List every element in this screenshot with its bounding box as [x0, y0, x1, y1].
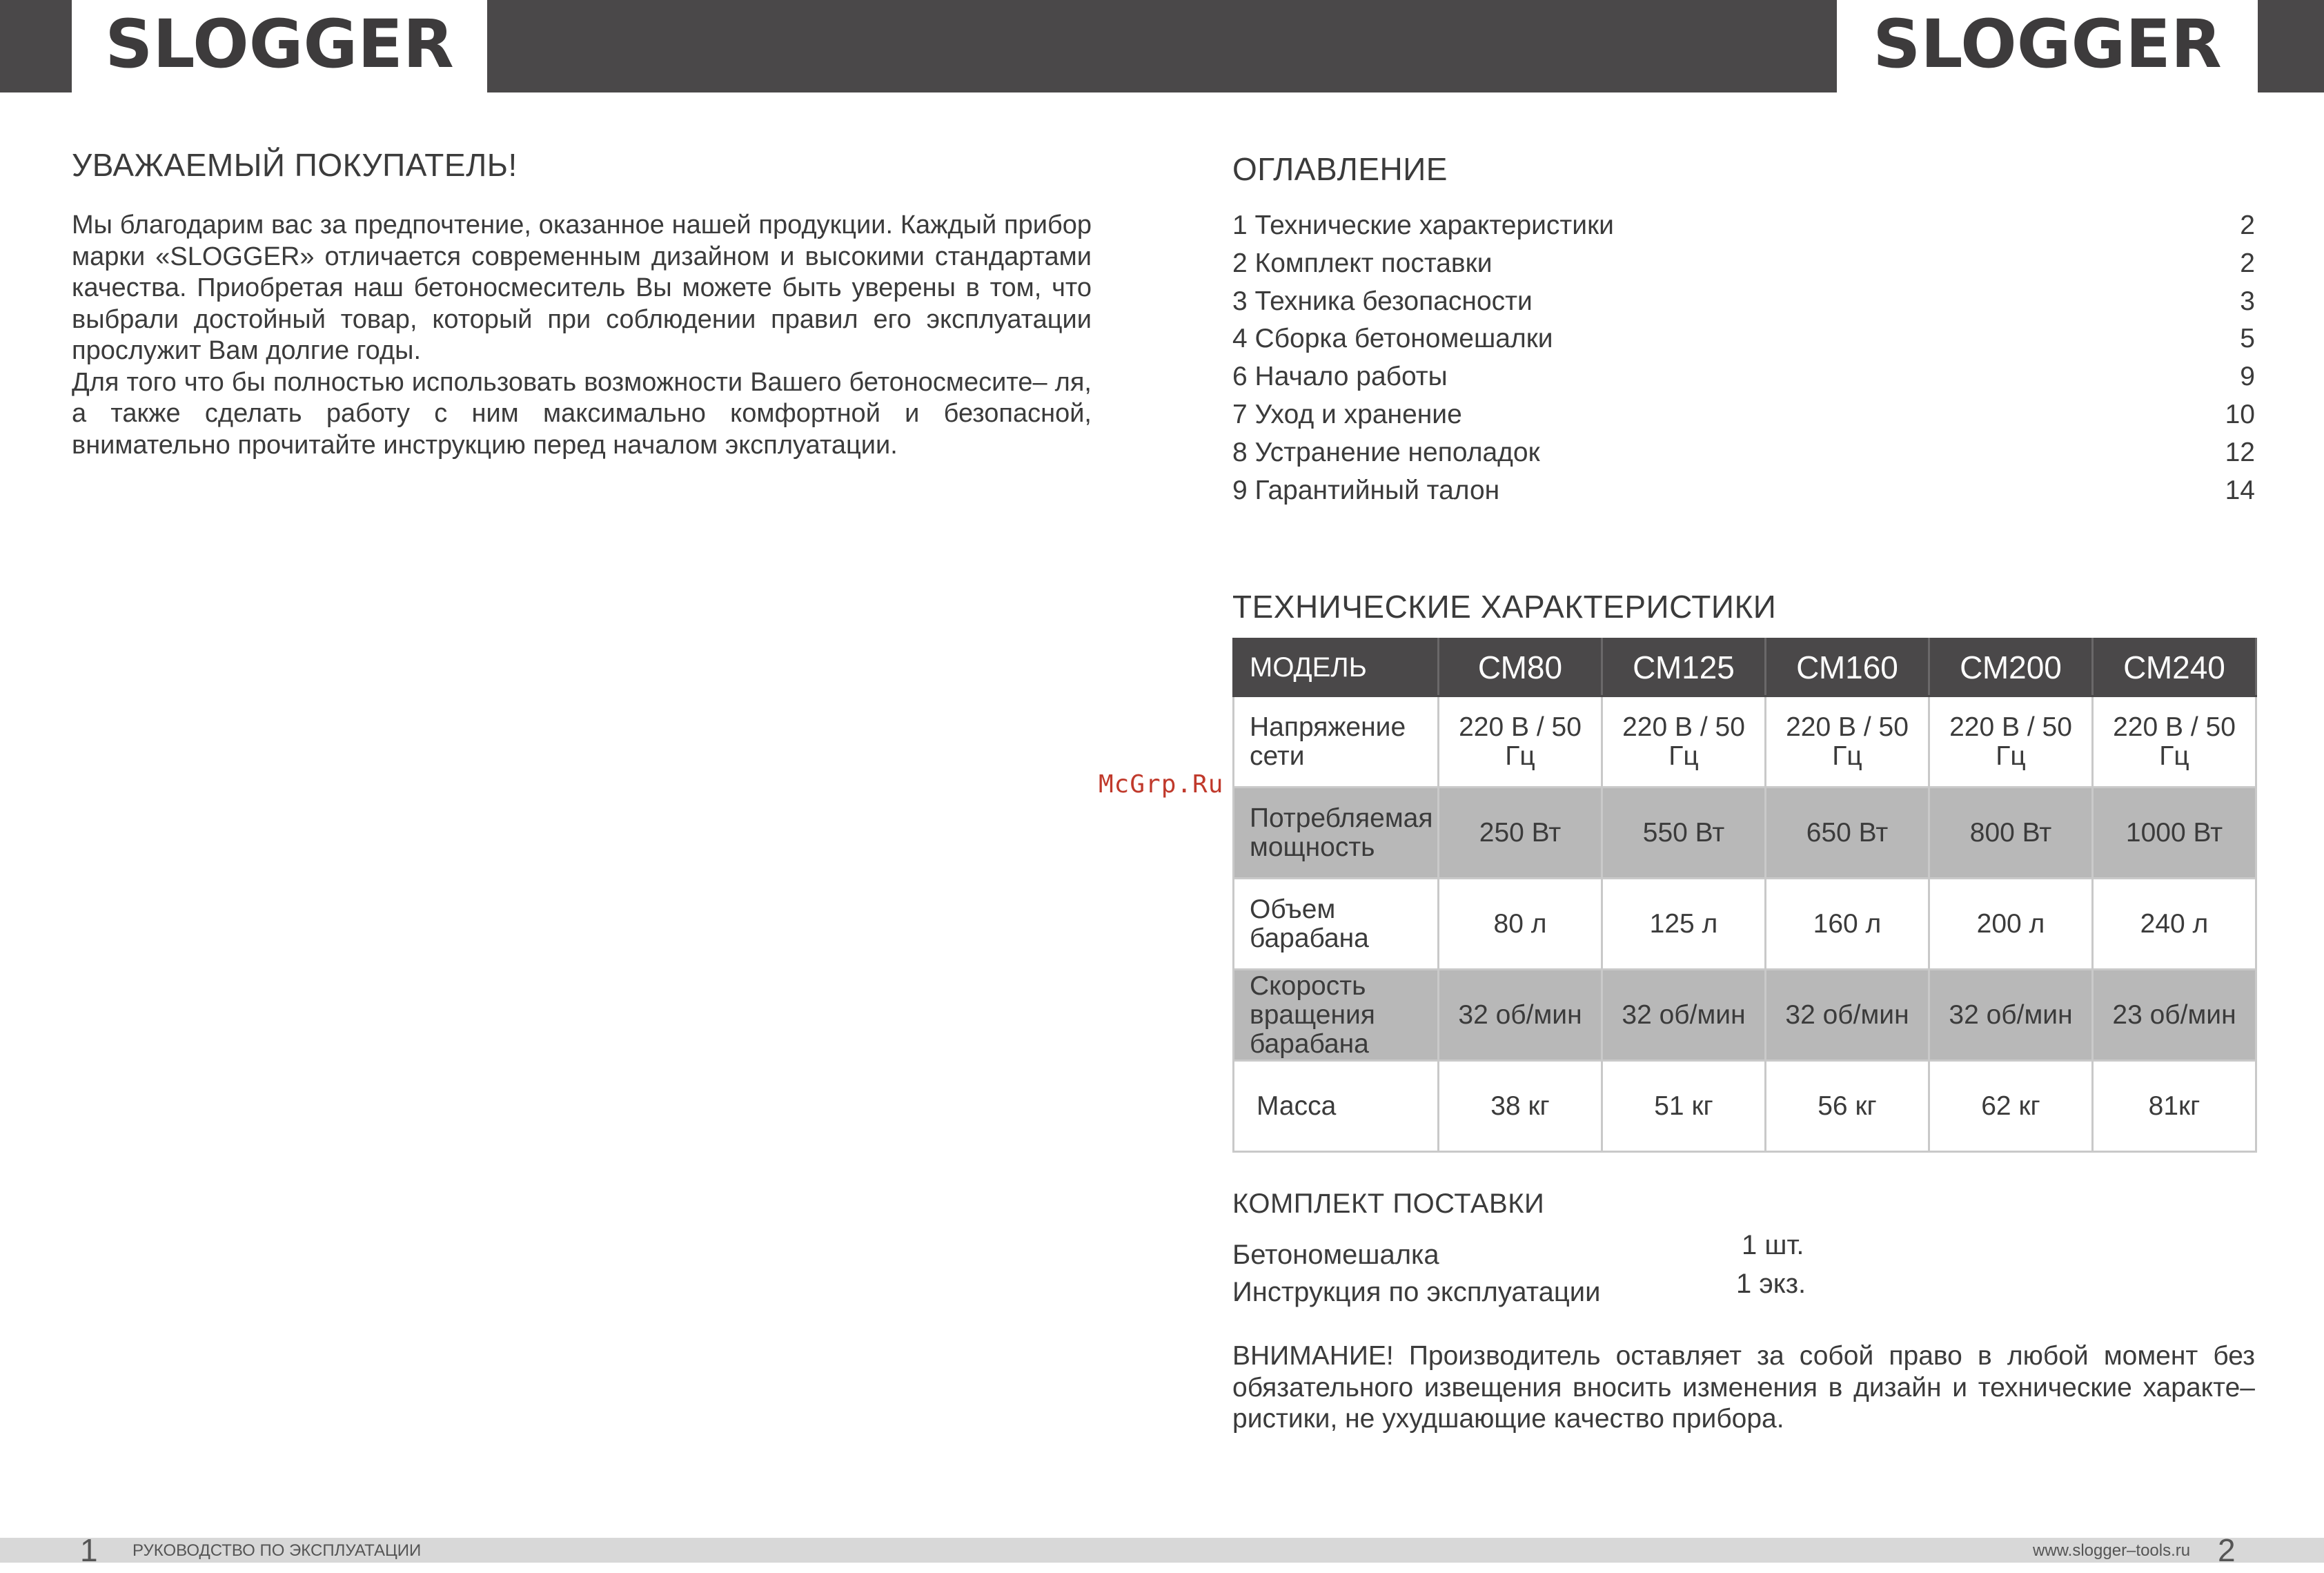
brand-logo-right: [1837, 0, 2258, 92]
table-cell: 800 Вт: [1929, 788, 2093, 879]
toc-item-page: 3: [2240, 286, 2255, 316]
table-cell: 240 л: [2093, 879, 2256, 970]
toc-item-label: 2 Комплект поставки: [1232, 248, 1493, 278]
toc-item-label: 1 Технические характеристики: [1232, 211, 1614, 240]
greeting-text: [72, 210, 1092, 461]
table-cell: 160 л: [1766, 879, 1929, 970]
toc-item-label: 6 Начало работы: [1232, 362, 1448, 392]
toc-item-page: 14: [2225, 475, 2255, 505]
greeting-title: УВАЖАЕМЫЙ ПОКУПАТЕЛЬ!: [72, 147, 518, 183]
specs-header-cell: СМ125: [1602, 639, 1766, 696]
toc-item-page: 9: [2240, 362, 2255, 392]
toc-item[interactable]: [1232, 283, 2255, 321]
table-cell: 220 В / 50 Гц: [1439, 696, 1602, 788]
footer-website-link[interactable]: www.slogger–tools.ru: [2033, 1541, 2191, 1560]
row-label: Масса: [1234, 1061, 1439, 1152]
toc-item-label: 7 Уход и хранение: [1232, 399, 1462, 429]
row-label: Скорость вращения барабана: [1234, 970, 1439, 1061]
toc-item-page: 2: [2240, 248, 2255, 278]
specs-header-cell: СМ80: [1439, 639, 1602, 696]
table-cell: 81кг: [2093, 1061, 2256, 1152]
table-row: [1234, 879, 2256, 970]
table-cell: 550 Вт: [1602, 788, 1766, 879]
logo-wordmark: [1851, 15, 2244, 77]
svg-text:SLOGGER: SLOGGER: [105, 15, 454, 77]
toc-item-label: 3 Техника безопасности: [1232, 286, 1533, 316]
toc-item-page: 5: [2240, 324, 2255, 354]
table-cell: 220 В / 50 Гц: [1602, 696, 1766, 788]
specs-header-cell: МОДЕЛЬ: [1234, 639, 1439, 696]
toc-item-page: 10: [2225, 399, 2255, 429]
toc-item[interactable]: [1232, 358, 2255, 396]
footer-manual-label: РУКОВОДСТВО ПО ЭКСПЛУАТАЦИИ: [132, 1541, 422, 1560]
toc-item[interactable]: [1232, 472, 2255, 510]
table-cell: 200 л: [1929, 879, 2093, 970]
table-cell: 250 Вт: [1439, 788, 1602, 879]
table-cell: 56 кг: [1766, 1061, 1929, 1152]
page-number-right: 2: [2218, 1532, 2236, 1568]
table-cell: 38 кг: [1439, 1061, 1602, 1152]
table-cell: 220 В / 50 Гц: [1929, 696, 2093, 788]
specs-header-cell: СМ160: [1766, 639, 1929, 696]
greeting-paragraph: Для того что бы полностью использовать возможности Вашего бетоносмесите– ля, а также сделать работу с ним максимально комфортной и безопасной, внимательно прочитайте инструкцию перед началом эксплуатации.: [72, 367, 1092, 460]
table-cell: 1000 Вт: [2093, 788, 2256, 879]
table-cell: 220 В / 50 Гц: [2093, 696, 2256, 788]
toc-title: ОГЛАВЛЕНИЕ: [1232, 151, 1448, 187]
table-cell: 51 кг: [1602, 1061, 1766, 1152]
toc-item-label: 4 Сборка бетономешалки: [1232, 324, 1553, 354]
table-cell: 62 кг: [1929, 1061, 2093, 1152]
kit-item-name: Бетономешалка: [1232, 1240, 1439, 1270]
watermark: McGrp.Ru: [1099, 770, 1224, 799]
brand-logo-left: [72, 0, 487, 92]
toc-item-label: 8 Устранение неполадок: [1232, 437, 1540, 467]
toc-item[interactable]: [1232, 434, 2255, 472]
specs-table: [1232, 638, 2257, 1153]
kit-item-name: Инструкция по эксплуатации: [1232, 1277, 1601, 1307]
specs-header-row: [1234, 639, 2256, 696]
table-cell: 32 об/мин: [1439, 970, 1602, 1061]
greeting-paragraph: Мы благодарим вас за предпочтение, оказанное нашей продукции. Каждый прибор марки «SLOGGER» отличается современным дизайном и высокими стандартами качества. Приобретая наш бетоносмеситель Вы можете быть уверены в том, что выбрали достойный товар, который при соблюдении правил его эксплуатации прослужит Вам долгие годы.: [72, 211, 1092, 365]
toc-item[interactable]: [1232, 396, 2255, 434]
table-cell: 32 об/мин: [1602, 970, 1766, 1061]
table-cell: 80 л: [1439, 879, 1602, 970]
table-row: [1234, 1061, 2256, 1152]
toc-item[interactable]: [1232, 245, 2255, 283]
logo-wordmark: [86, 15, 473, 77]
row-label: Потребляемая мощность: [1234, 788, 1439, 879]
svg-text:SLOGGER: SLOGGER: [1873, 15, 2222, 77]
table-cell: 23 об/мин: [2093, 970, 2256, 1061]
table-cell: 650 Вт: [1766, 788, 1929, 879]
kit-title: КОМПЛЕКТ ПОСТАВКИ: [1232, 1189, 1545, 1219]
table-of-contents: [1232, 207, 2255, 509]
toc-item-page: 12: [2225, 437, 2255, 467]
kit-item-qty: 1 шт.: [1742, 1230, 1804, 1260]
toc-item-page: 2: [2240, 211, 2255, 240]
table-cell: 220 В / 50 Гц: [1766, 696, 1929, 788]
table-cell: 125 л: [1602, 879, 1766, 970]
toc-item[interactable]: [1232, 320, 2255, 358]
table-cell: 32 об/мин: [1766, 970, 1929, 1061]
table-row: [1234, 788, 2256, 879]
toc-item-label: 9 Гарантийный талон: [1232, 475, 1500, 505]
table-row: [1234, 970, 2256, 1061]
kit-item-qty: 1 экз.: [1736, 1269, 1806, 1299]
specs-header-cell: СМ240: [2093, 639, 2256, 696]
toc-item[interactable]: [1232, 207, 2255, 245]
specs-title: ТЕХНИЧЕСКИЕ ХАРАКТЕРИСТИКИ: [1232, 589, 1777, 625]
table-row: [1234, 696, 2256, 788]
row-label: Напряжение сети: [1234, 696, 1439, 788]
specs-header-cell: СМ200: [1929, 639, 2093, 696]
notice-text: ВНИМАНИЕ! Производитель оставляет за собой право в любой момент без обязательного извещения вносить изменения в дизайн и технические характе– ристики, не ухудшающие качество прибора.: [1232, 1341, 2255, 1434]
page-number-left: 1: [80, 1532, 98, 1568]
table-cell: 32 об/мин: [1929, 970, 2093, 1061]
row-label: Объем барабана: [1234, 879, 1439, 970]
